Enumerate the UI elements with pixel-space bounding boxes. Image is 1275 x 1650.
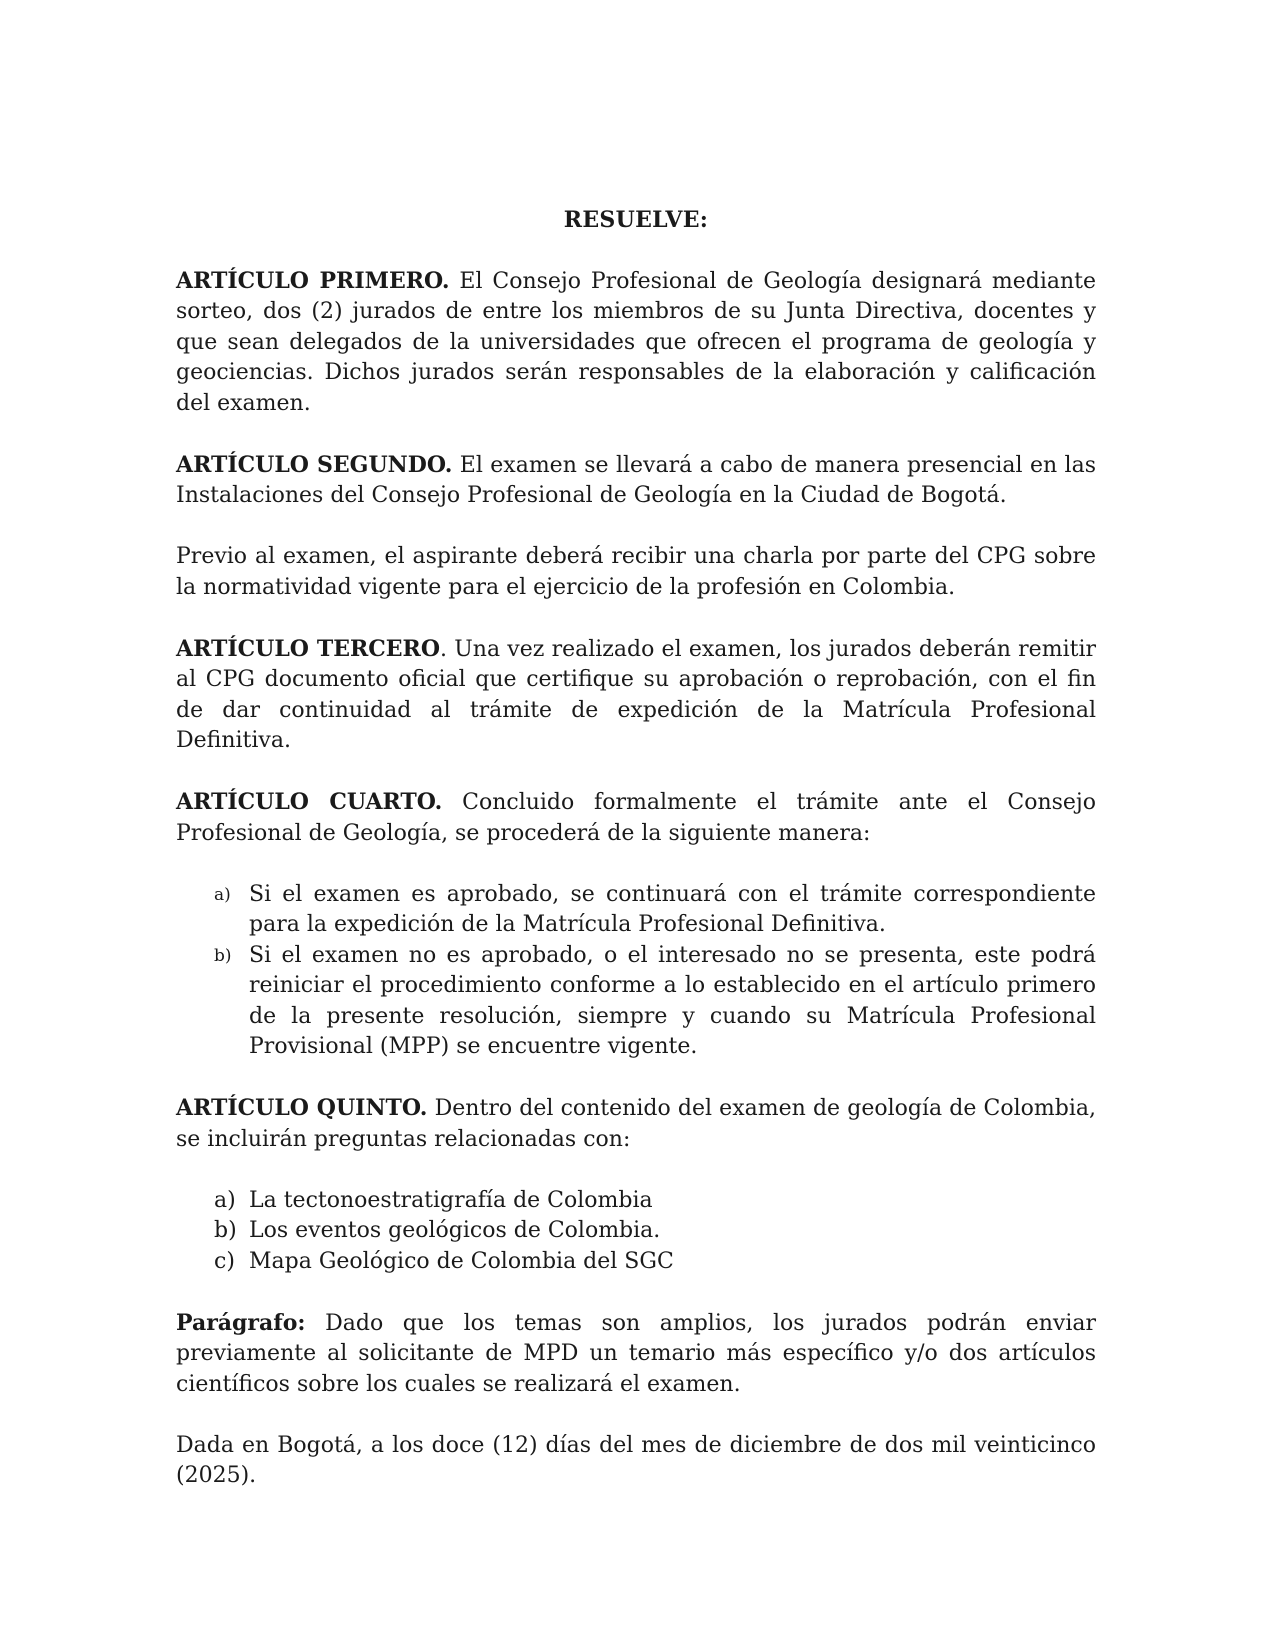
article-cuarto-list — [176, 880, 1096, 1063]
list-marker: a) — [214, 1187, 236, 1213]
list-item — [176, 1247, 1096, 1278]
article-cuarto-heading: ARTÍCULO CUARTO. — [176, 789, 443, 815]
article-primero — [176, 266, 1096, 420]
list-item-text: Si el examen es aprobado, se continuará con el trámite correspondiente para la expedición de la Matrícula Profesional Definitiva. — [249, 881, 1096, 937]
article-cuarto-text: Concluido formalmente el trámite ante el Consejo Profesional de Geología, se procederá de la siguiente manera: — [176, 790, 1096, 846]
list-marker: a) — [214, 884, 231, 905]
list-item-text: La tectonoestratigrafía de Colombia — [249, 1187, 653, 1213]
list-marker: b) — [214, 1218, 237, 1243]
article-quinto — [176, 1093, 1096, 1155]
paragrafo-text: Dado que los temas son amplios, los jurados podrán enviar previamente al solicitante de MPD un temario más específico y/o dos artículos científicos sobre los cuales se realizará el examen. — [176, 1310, 1096, 1397]
article-cuarto — [176, 787, 1096, 849]
list-item — [176, 1186, 1096, 1217]
article-tercero — [176, 634, 1096, 757]
list-item — [176, 880, 1096, 941]
list-item-text: Mapa Geológico de Colombia del SGC — [249, 1248, 674, 1274]
paragrafo-heading: Parágrafo: — [176, 1309, 306, 1336]
article-segundo-heading: ARTÍCULO SEGUNDO. — [176, 451, 453, 478]
article-quinto-heading: ARTÍCULO QUINTO. — [176, 1095, 428, 1121]
closing-statement: Dada en Bogotá, a los doce (12) días del mes de diciembre de dos mil veinticinco (2025). — [176, 1432, 1096, 1488]
list-item — [176, 1216, 1096, 1247]
article-segundo-text: El examen se llevará a cabo de manera presencial en las Instalaciones del Consejo Profesional de Geología en la Ciudad de Bogotá. — [176, 452, 1096, 508]
list-marker: c) — [214, 1248, 235, 1274]
document-page — [176, 205, 1096, 1522]
document-title: RESUELVE: — [563, 207, 709, 233]
paragrafo — [176, 1308, 1096, 1401]
article-quinto-list — [176, 1186, 1096, 1278]
list-item-text: Si el examen no es aprobado, o el interesado no se presenta, este podrá reiniciar el procedimiento conforme a lo establecido en el artículo primero de la presente resolución, siempre y cuando su Matrícula Profesional Provisional (MPP) se encuentre vigente. — [249, 942, 1096, 1059]
article-quinto-text: Dentro del contenido del examen de geología de Colombia, se incluirán preguntas relacionadas con: — [176, 1096, 1096, 1152]
paragraph-previo: Previo al examen, el aspirante deberá recibir una charla por parte del CPG sobre la normatividad vigente para el ejercicio de la profesión en Colombia. — [176, 544, 1096, 600]
list-item — [176, 941, 1096, 1063]
article-primero-heading: ARTÍCULO PRIMERO. — [176, 267, 450, 294]
article-tercero-heading: ARTÍCULO TERCERO — [176, 635, 441, 662]
list-item-text: Los eventos geológicos de Colombia. — [249, 1218, 661, 1243]
article-tercero-text: . Una vez realizado el examen, los jurados deberán remitir al CPG documento oficial que certifique su aprobación o reprobación, con el fin de dar continuidad al trámite de expedición de la Matrícula Profesional Definitiva. — [176, 636, 1096, 753]
article-primero-text: El Consejo Profesional de Geología designará mediante sorteo, dos (2) jurados de entre los miembros de su Junta Directiva, docentes y que sean delegados de la universidades que ofrecen el programa de geología y geociencias. Dichos jurados serán responsables de la elaboración y calificación del examen. — [176, 268, 1096, 416]
article-segundo — [176, 450, 1096, 512]
list-marker: b) — [214, 945, 232, 966]
